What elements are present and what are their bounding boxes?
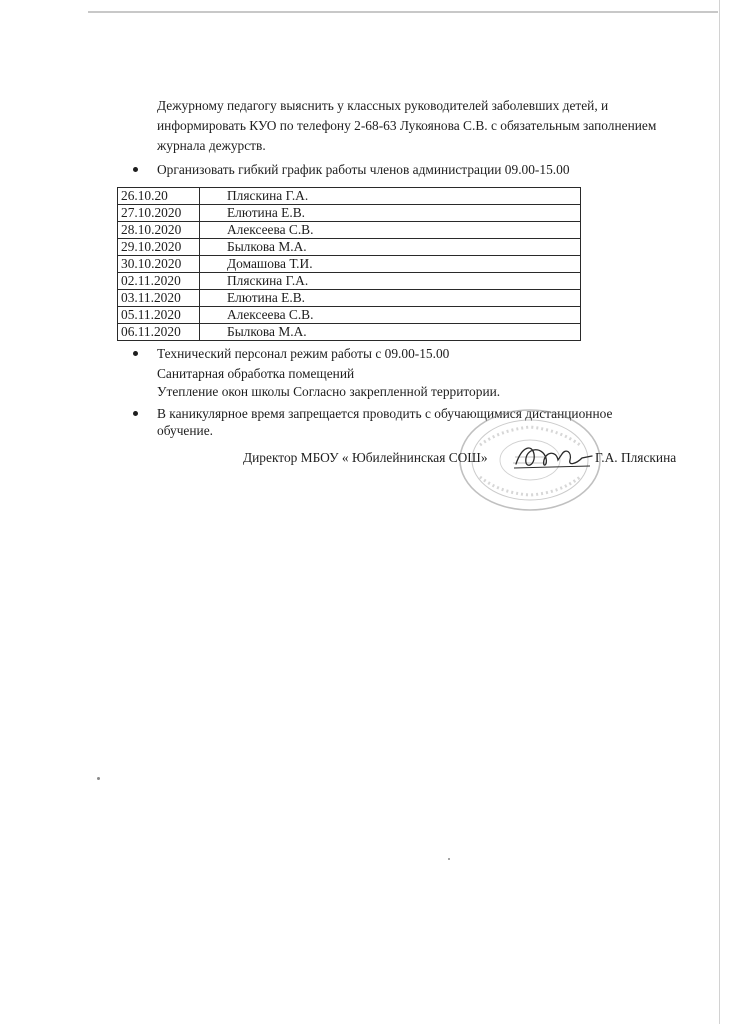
- table-row: [118, 273, 581, 290]
- table-row: [118, 222, 581, 239]
- bullet-icon: [133, 411, 138, 416]
- date-cell: 06.11.2020: [118, 324, 200, 341]
- bullet-icon: [133, 167, 138, 172]
- handwritten-signature: [512, 440, 594, 474]
- date-cell: 03.11.2020: [118, 290, 200, 307]
- duty-schedule-table: [117, 187, 581, 341]
- signature-position: Директор МБОУ « Юбилейнинская СОШ»: [243, 450, 488, 465]
- table-row: [118, 205, 581, 222]
- name-cell: Алексеева С.В.: [200, 307, 581, 324]
- name-cell: Пляскина Г.А.: [200, 188, 581, 205]
- name-cell: Былкова М.А.: [200, 324, 581, 341]
- date-cell: 28.10.2020: [118, 222, 200, 239]
- date-cell: 02.11.2020: [118, 273, 200, 290]
- date-cell: 30.10.2020: [118, 256, 200, 273]
- table-row: [118, 324, 581, 341]
- name-cell: Елютина Е.В.: [200, 205, 581, 222]
- name-cell: Елютина Е.В.: [200, 290, 581, 307]
- name-cell: Алексеева С.В.: [200, 222, 581, 239]
- tech-line-sanitary: Санитарная обработка помещений: [157, 366, 355, 381]
- bullet-text: Организовать гибкий график работы членов администрации 09.00-15.00: [157, 162, 570, 177]
- name-cell: Былкова М.А.: [200, 239, 581, 256]
- date-cell: 29.10.2020: [118, 239, 200, 256]
- table-row: [118, 188, 581, 205]
- bullet-icon: [133, 351, 138, 356]
- signature-name: Г.А. Пляскина: [595, 450, 677, 465]
- table-row: [118, 256, 581, 273]
- scan-top-edge: [88, 11, 718, 13]
- intro-paragraph: Дежурному педагогу выяснить у классных руководителей заболевших детей, и информировать КУО по телефону 2-68-63 Лукоянова С.В. с обязательным заполнением журнала дежурств.: [157, 98, 657, 153]
- tech-line-windows: Утепление окон школы Согласно закрепленной территории.: [157, 384, 501, 399]
- date-cell: 27.10.2020: [118, 205, 200, 222]
- holiday-continuation: обучение.: [157, 423, 213, 438]
- table-row: [118, 239, 581, 256]
- name-cell: Домашова Т.И.: [200, 256, 581, 273]
- date-cell: 26.10.20: [118, 188, 200, 205]
- table-row: [118, 307, 581, 324]
- table-row: [118, 290, 581, 307]
- scan-speck: [97, 777, 100, 780]
- bullet-text: В каникулярное время запрещается проводить с обучающимися дистанционное: [157, 406, 613, 421]
- date-cell: 05.11.2020: [118, 307, 200, 324]
- bullet-text: Технический персонал режим работы с 09.00-15.00: [157, 346, 450, 361]
- scan-speck: [448, 858, 450, 860]
- scan-right-edge: [719, 0, 720, 1024]
- name-cell: Пляскина Г.А.: [200, 273, 581, 290]
